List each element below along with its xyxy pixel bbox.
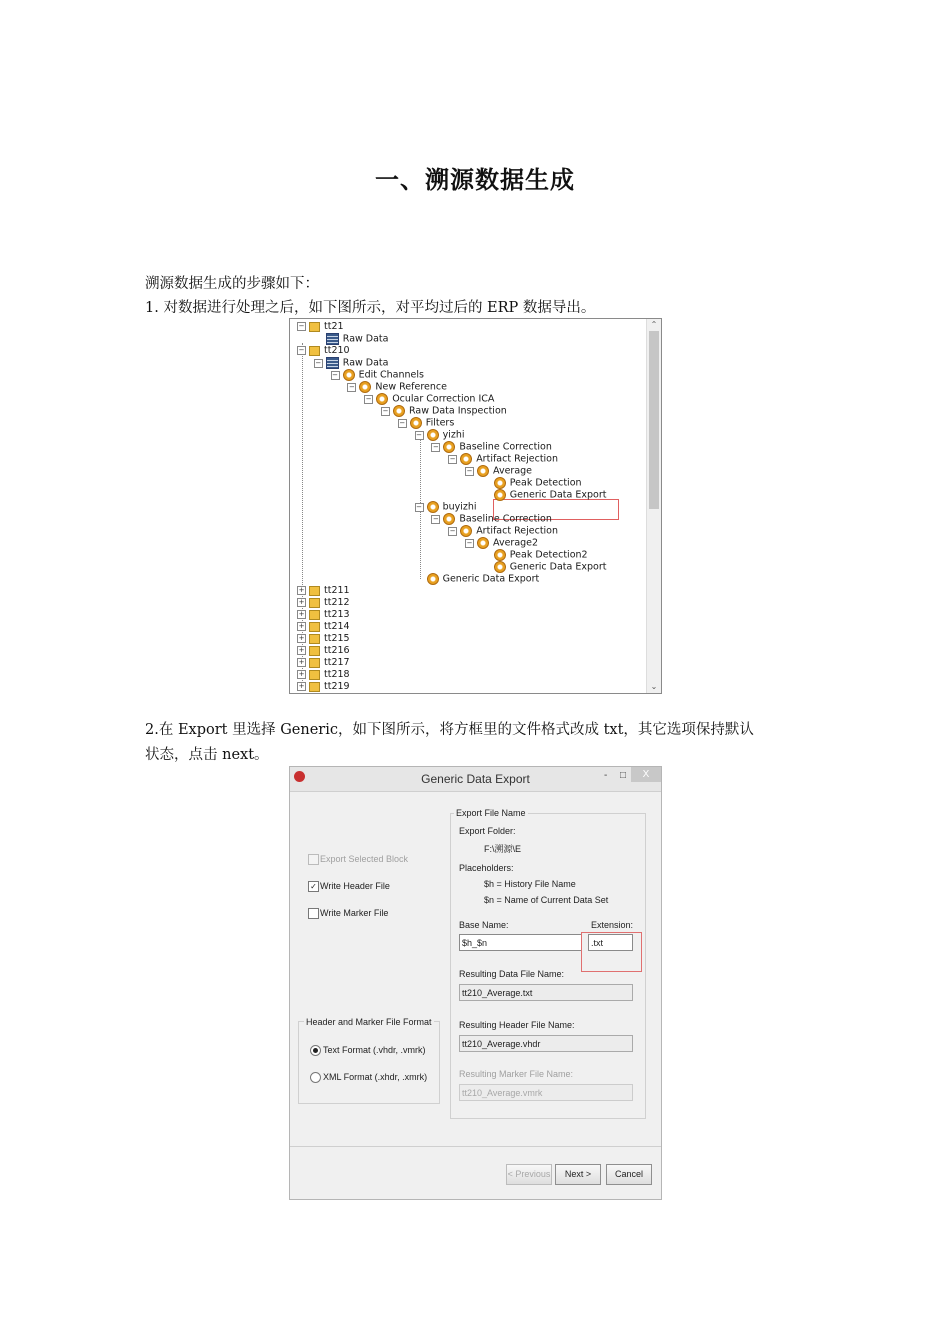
expand-icon[interactable]: + — [298, 658, 305, 666]
text-format-radio[interactable] — [310, 1045, 321, 1056]
tree-node[interactable] — [297, 345, 350, 357]
folder-icon — [309, 622, 320, 632]
file-format-group-title: Header and Marker File Format — [306, 1017, 432, 1027]
tree-node-label: tt219 — [324, 681, 350, 692]
result-marker-label: Resulting Marker File Name: — [459, 1069, 574, 1079]
step2-line1: 2.在 Export 里选择 Generic，如下图所示，将方框里的文件格式改成 txt，其它选项保持默认 — [145, 722, 754, 738]
tree-node-label: Generic Data Export — [509, 561, 607, 573]
collapse-icon[interactable]: − — [382, 406, 389, 415]
tree-node-label: tt217 — [324, 657, 350, 668]
tree-node[interactable] — [364, 393, 494, 405]
gear-icon — [410, 417, 422, 429]
folder-icon — [309, 646, 320, 656]
folder-icon — [309, 658, 320, 668]
tree-node[interactable] — [415, 573, 540, 585]
intro-text: 溯源数据生成的步骤如下： — [145, 276, 319, 292]
tree-node-label: Baseline Correction — [459, 513, 552, 525]
tree-node-label: Raw Data Inspection — [409, 405, 507, 417]
folder-icon — [309, 586, 320, 596]
tree-node[interactable] — [314, 357, 389, 369]
file-format-group — [298, 1021, 440, 1104]
gear-icon — [477, 537, 489, 549]
gear-icon — [393, 405, 405, 417]
expand-icon[interactable]: + — [298, 622, 305, 630]
export-selected-block-label: Export Selected Block — [320, 854, 409, 864]
collapse-icon[interactable]: − — [348, 382, 355, 391]
extension-input[interactable]: .txt — [588, 934, 633, 951]
tree-node[interactable] — [314, 333, 389, 345]
tree-node[interactable] — [297, 657, 350, 669]
tree-node-label: New Reference — [375, 381, 447, 393]
expand-icon[interactable]: + — [298, 682, 305, 690]
footer-separator — [290, 1146, 661, 1147]
tree-node-label: tt21 — [324, 321, 344, 332]
scroll-up-icon[interactable]: ⌃ — [650, 320, 658, 329]
placeholders-label: Placeholders: — [459, 863, 514, 873]
collapse-icon[interactable]: − — [315, 358, 322, 367]
write-marker-file-label: Write Marker File — [320, 908, 389, 918]
expand-icon[interactable]: + — [298, 646, 305, 654]
base-name-input[interactable]: $h_$n — [459, 934, 582, 951]
write-header-file-checkbox[interactable]: ✓ — [308, 881, 319, 892]
collapse-icon[interactable]: − — [432, 442, 439, 451]
tree-node-label: tt216 — [324, 645, 350, 656]
collapse-icon[interactable]: − — [466, 466, 473, 475]
collapse-icon[interactable]: − — [332, 370, 339, 379]
tree-node[interactable] — [297, 609, 350, 621]
gear-icon — [494, 561, 506, 573]
tree-node[interactable] — [431, 513, 551, 525]
tree-node-label: tt218 — [324, 669, 350, 680]
extension-label: Extension: — [591, 920, 634, 930]
collapse-icon[interactable]: − — [298, 322, 305, 330]
tree-node-label: Artifact Rejection — [476, 525, 559, 537]
tree-node-label: tt212 — [324, 597, 350, 608]
tree-node-label: Filters — [425, 417, 455, 429]
tree-node[interactable] — [431, 441, 551, 453]
tree-node-label: yizhi — [442, 429, 465, 441]
collapse-icon[interactable]: − — [432, 514, 439, 523]
gear-icon — [494, 477, 506, 489]
previous-button[interactable]: < Previous — [506, 1164, 552, 1185]
write-marker-file-checkbox[interactable] — [308, 908, 319, 919]
tree-node[interactable] — [297, 321, 344, 333]
tree-node[interactable] — [482, 549, 588, 561]
expand-icon[interactable]: + — [298, 634, 305, 642]
tree-node[interactable] — [297, 669, 350, 681]
tree-node[interactable] — [482, 477, 582, 489]
collapse-icon[interactable]: − — [449, 454, 456, 463]
folder-icon — [309, 346, 320, 356]
result-header-field: tt210_Average.vhdr — [459, 1035, 633, 1052]
tree-node[interactable] — [448, 453, 558, 465]
placeholder-h-text: $h = History File Name — [484, 879, 576, 889]
tree-node[interactable] — [465, 465, 532, 477]
tree-node[interactable] — [297, 645, 350, 657]
tree-node-label: tt210 — [324, 345, 350, 356]
analysis-history-tree — [289, 318, 662, 694]
folder-icon — [309, 598, 320, 608]
step2-line2: 状态，点击 next。 — [145, 747, 269, 763]
tree-node-label: Artifact Rejection — [476, 453, 559, 465]
tree-node-label: Raw Data — [342, 357, 389, 369]
cancel-button[interactable]: Cancel — [606, 1164, 652, 1185]
folder-icon — [309, 634, 320, 644]
tree-node[interactable] — [398, 417, 454, 429]
tree-node[interactable] — [347, 381, 447, 393]
xml-format-radio[interactable] — [310, 1072, 321, 1083]
generic-data-export-dialog — [289, 766, 662, 1200]
expand-icon[interactable]: + — [298, 670, 305, 678]
gear-icon — [376, 393, 388, 405]
scrollbar-thumb[interactable] — [649, 331, 659, 509]
write-header-file-label: Write Header File — [320, 881, 390, 891]
collapse-icon[interactable]: − — [466, 538, 473, 547]
folder-icon — [309, 610, 320, 620]
maximize-icon[interactable]: □ — [620, 770, 627, 781]
result-data-field: tt210_Average.txt — [459, 984, 633, 1001]
tree-node-label: Generic Data Export — [509, 489, 607, 501]
gear-icon — [494, 549, 506, 561]
minimize-icon[interactable]: - — [604, 770, 608, 781]
tree-node-label: Edit Channels — [358, 369, 424, 381]
tree-scrollbar[interactable] — [646, 319, 661, 693]
gear-icon — [443, 441, 455, 453]
placeholder-n-text: $n = Name of Current Data Set — [484, 895, 609, 905]
gear-icon — [494, 489, 506, 501]
gear-icon — [460, 453, 472, 465]
dialog-title: Generic Data Export — [421, 772, 530, 786]
expand-icon[interactable]: + — [298, 598, 305, 606]
base-name-label: Base Name: — [459, 920, 509, 930]
tree-node[interactable] — [297, 681, 350, 693]
tree-node[interactable] — [482, 489, 607, 501]
tree-node[interactable] — [297, 585, 350, 597]
collapse-icon[interactable]: − — [298, 346, 305, 354]
collapse-icon[interactable]: − — [365, 394, 372, 403]
tree-node-label: tt213 — [324, 609, 350, 620]
result-data-label: Resulting Data File Name: — [459, 969, 565, 979]
page-title: 一、溯源数据生成 — [375, 165, 575, 194]
scroll-down-icon[interactable]: ⌄ — [650, 682, 658, 691]
xml-format-label: XML Format (.xhdr, .xmrk) — [323, 1072, 428, 1082]
gear-icon — [343, 369, 355, 381]
next-button[interactable]: Next > — [555, 1164, 601, 1185]
tree-node-label: buyizhi — [442, 501, 477, 513]
tree-node-label: Peak Detection2 — [509, 549, 588, 561]
tree-node[interactable] — [297, 597, 350, 609]
folder-icon — [309, 682, 320, 692]
tree-node-label: tt214 — [324, 621, 350, 632]
collapse-icon[interactable]: − — [416, 502, 423, 511]
tree-node[interactable] — [297, 621, 350, 633]
tree-node-label: Average — [493, 465, 533, 477]
tree-node[interactable] — [331, 369, 424, 381]
export-file-name-title: Export File Name — [456, 808, 526, 818]
result-marker-field: tt210_Average.vmrk — [459, 1084, 633, 1101]
folder-icon — [309, 670, 320, 680]
tree-node[interactable] — [415, 501, 477, 513]
close-icon[interactable]: X — [631, 767, 661, 782]
tree-node-label: Peak Detection — [509, 477, 582, 489]
collapse-icon[interactable]: − — [416, 430, 423, 439]
export-selected-block-checkbox[interactable] — [308, 854, 319, 865]
tree-node[interactable] — [482, 561, 607, 573]
raw-data-icon — [326, 357, 339, 369]
tree-node[interactable] — [465, 537, 538, 549]
tree-node-label: Baseline Correction — [459, 441, 552, 453]
expand-icon[interactable]: + — [298, 586, 305, 594]
gear-icon — [359, 381, 371, 393]
gear-icon — [460, 525, 472, 537]
tree-node-label: Average2 — [493, 537, 539, 549]
export-folder-label: Export Folder: — [459, 826, 516, 836]
gear-icon — [427, 501, 439, 513]
tree-node-label: Ocular Correction ICA — [392, 393, 495, 405]
expand-icon[interactable]: + — [298, 610, 305, 618]
gear-icon — [427, 573, 439, 585]
collapse-icon[interactable]: − — [399, 418, 406, 427]
step1-text: 1. 对数据进行处理之后，如下图所示，对平均过后的 ERP 数据导出。 — [145, 300, 596, 316]
tree-node-label: Generic Data Export — [442, 573, 540, 585]
raw-data-icon — [326, 333, 339, 345]
folder-icon — [309, 322, 320, 332]
result-header-label: Resulting Header File Name: — [459, 1020, 575, 1030]
tree-node-label: tt211 — [324, 585, 350, 596]
gear-icon — [427, 429, 439, 441]
gear-icon — [443, 513, 455, 525]
export-folder-value: F:\溯源\E — [484, 844, 522, 854]
text-format-label: Text Format (.vhdr, .vmrk) — [323, 1045, 426, 1055]
tree-node-label: Raw Data — [342, 333, 389, 345]
collapse-icon[interactable]: − — [449, 526, 456, 535]
tree-node[interactable] — [448, 525, 558, 537]
extension-highlight-box — [581, 932, 642, 972]
tree-node[interactable] — [297, 633, 350, 645]
dialog-titlebar — [290, 767, 661, 792]
tree-node[interactable] — [415, 429, 465, 441]
tree-node-label: tt215 — [324, 633, 350, 644]
tree-node[interactable] — [381, 405, 507, 417]
gear-icon — [477, 465, 489, 477]
